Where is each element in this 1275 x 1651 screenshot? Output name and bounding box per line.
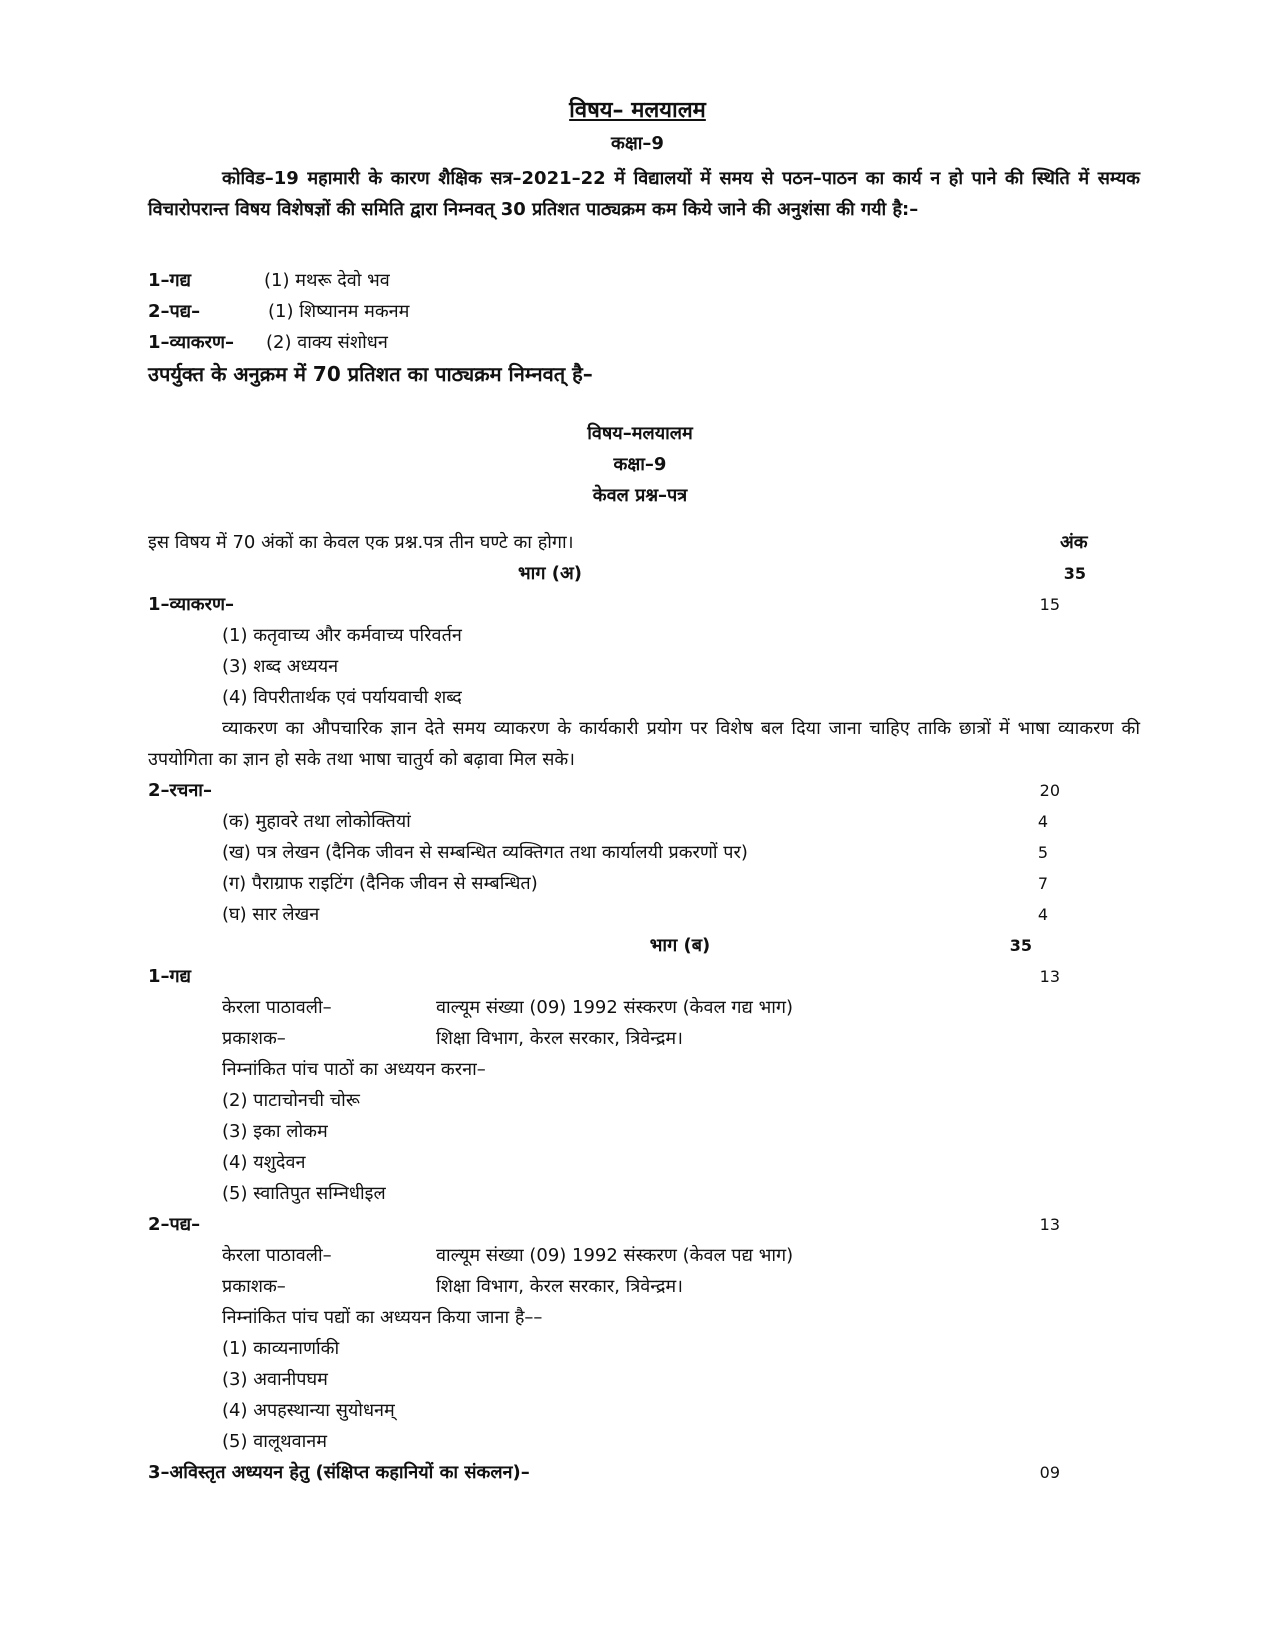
extended-study-marks: 09 xyxy=(1039,1463,1060,1482)
grammar-item: (3) शब्द अध्ययन xyxy=(222,656,339,677)
prose-publisher-label: प्रकाशक– xyxy=(222,1028,286,1049)
poetry-item: (5) वालूथवानम xyxy=(222,1431,328,1452)
followup-statement: उपर्युक्त के अनुक्रम में 70 प्रतिशत का पाठ्यक्रम निम्नवत् है– xyxy=(148,362,593,386)
poetry-marks: 13 xyxy=(1039,1215,1060,1234)
poetry-item: (4) अपहस्थान्या सुयोधनम् xyxy=(222,1400,395,1421)
poetry-book-value: वाल्यूम संख्या (09) 1992 संस्करण (केवल पद्य भाग) xyxy=(436,1245,794,1266)
grammar-label: 1–व्याकरण– xyxy=(148,594,234,615)
prose-item: (5) स्वातिपुत सम्निधीइल xyxy=(222,1183,386,1204)
composition-item: (ग) पैराग्राफ राइटिंग (दैनिक जीवन से सम्बन्धित) xyxy=(222,873,538,894)
class-subheading: कक्षा–9 xyxy=(613,454,667,475)
extended-study-label: 3–अविस्तृत अध्ययन हेतु (संक्षिप्त कहानियों का संकलन)– xyxy=(148,1462,530,1483)
grammar-item: (4) विपरीतार्थक एवं पर्यायवाची शब्द xyxy=(222,687,462,708)
composition-item-marks: 4 xyxy=(1037,812,1048,831)
prose-marks: 13 xyxy=(1039,967,1060,986)
part-a-title: भाग (अ) xyxy=(518,563,582,584)
reduced-label-grammar: 1–व्याकरण– xyxy=(148,332,234,353)
prose-item: (3) इका लोकम xyxy=(222,1121,328,1142)
grammar-note: व्याकरण का औपचारिक ज्ञान देते समय व्याकरण के कार्यकारी प्रयोग पर विशेष बल दिया जाना चाहिए ताकि छात्रों में भाषा व्याकरण की उपयोगिता का ज्ञान हो सके तथा भाषा चातुर्य को बढ़ावा मिल सके। xyxy=(148,718,1140,770)
poetry-label: 2–पद्य– xyxy=(148,1214,201,1235)
reduced-item-poetry: (1) शिष्यानम मकनम xyxy=(268,301,410,322)
paper-subheading: केवल प्रश्न–पत्र xyxy=(592,485,688,506)
reduced-label-poetry: 2–पद्य– xyxy=(148,301,201,322)
prose-label: 1–गद्य xyxy=(148,966,191,987)
marks-column-label: अंक xyxy=(1060,532,1088,553)
part-b-title: भाग (ब) xyxy=(649,935,711,956)
intro-paragraph: कोविड–19 महामारी के कारण शैक्षिक सत्र–2021–22 में विद्यालयों में समय से पठन–पाठन का कार्य न हो पाने की स्थिति में सम्यक विचारोपरान्त विषय विशेषज्ञों की समिति द्वारा निम्नवत् 30 प्रतिशत पाठ्यक्रम कम किये जाने की अनुशंसा की गयी है:– xyxy=(148,168,1140,220)
composition-item: (क) मुहावरे तथा लोकोक्तियां xyxy=(222,811,411,832)
page-title: विषय– मलयालम xyxy=(569,98,706,123)
composition-label: 2–रचना– xyxy=(148,780,212,801)
composition-item-marks: 7 xyxy=(1037,874,1048,893)
part-a-marks: 35 xyxy=(1063,564,1086,583)
composition-item: (घ) सार लेखन xyxy=(222,904,320,925)
poetry-publisher-label: प्रकाशक– xyxy=(222,1276,286,1297)
reduced-label-prose: 1–गद्य xyxy=(148,270,191,291)
prose-item: (2) पाटाचोनची चोरू xyxy=(222,1090,360,1111)
prose-publisher-value: शिक्षा विभाग, केरल सरकार, त्रिवेन्द्रम। xyxy=(436,1028,683,1049)
paper-note: इस विषय में 70 अंकों का केवल एक प्रश्न.पत्र तीन घण्टे का होगा। xyxy=(148,532,574,553)
poetry-item: (3) अवानीपघम xyxy=(222,1369,328,1390)
prose-book-label: केरला पाठावली– xyxy=(222,997,332,1018)
composition-item-marks: 5 xyxy=(1037,843,1048,862)
part-b-marks: 35 xyxy=(1009,936,1032,955)
composition-item-marks: 4 xyxy=(1037,905,1048,924)
subject-subheading: विषय–मलयालम xyxy=(587,423,693,444)
poetry-book-label: केरला पाठावली– xyxy=(222,1245,332,1266)
poetry-publisher-value: शिक्षा विभाग, केरल सरकार, त्रिवेन्द्रम। xyxy=(436,1276,683,1297)
composition-item: (ख) पत्र लेखन (दैनिक जीवन से सम्बन्धित व्यक्तिगत तथा कार्यालयी प्रकरणों पर) xyxy=(222,842,748,863)
prose-instruction: निम्नांकित पांच पाठों का अध्ययन करना– xyxy=(222,1059,486,1080)
prose-item: (4) यशुदेवन xyxy=(222,1152,306,1173)
grammar-item: (1) कतृवाच्य और कर्मवाच्य परिवर्तन xyxy=(222,625,462,646)
class-heading: कक्षा–9 xyxy=(611,133,664,154)
composition-marks: 20 xyxy=(1039,781,1060,800)
grammar-marks: 15 xyxy=(1039,595,1060,614)
prose-book-value: वाल्यूम संख्या (09) 1992 संस्करण (केवल गद्य भाग) xyxy=(436,997,794,1018)
poetry-item: (1) काव्यनार्णाकी xyxy=(222,1338,340,1359)
poetry-instruction: निम्नांकित पांच पद्यों का अध्ययन किया जाना है–– xyxy=(222,1307,543,1328)
reduced-item-grammar: (2) वाक्य संशोधन xyxy=(266,332,388,353)
reduced-item-prose: (1) मथरू देवो भव xyxy=(264,270,390,291)
